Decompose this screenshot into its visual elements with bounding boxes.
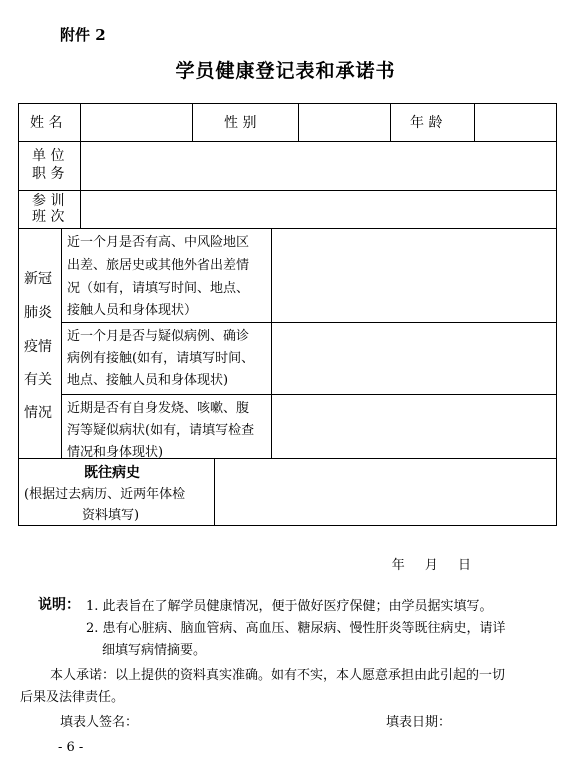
covid-label-2: 肺炎 [24, 305, 52, 321]
covid-label-4: 有关 [24, 372, 52, 388]
page-title: 学员健康登记表和承诺书 [175, 60, 396, 82]
note-item-2-cont: 细填写病情摘要。 [102, 643, 207, 658]
q2-line-1: 近一个月是否与疑似病例、确诊 [67, 329, 250, 344]
notes-label: 说明： [38, 597, 80, 613]
q3-line-1: 近期是否有自身发烧、咳嗽、腹 [67, 401, 250, 416]
page-number: - 6 - [58, 740, 84, 755]
q1-line-3: 况（如有，请填写时间、地点、 [67, 281, 250, 296]
pledge-text-cont: 后果及法律责任。 [20, 690, 125, 705]
covid-label-3: 疫情 [24, 339, 52, 355]
q1-line-2: 出差、旅居史或其他外省出差情 [67, 258, 250, 273]
covid-label-1: 新冠 [24, 271, 52, 287]
q3-line-2: 泻等疑似病状(如有，请填写检查 [67, 423, 255, 438]
gender-label: 性 别 [224, 115, 257, 131]
history-sub-1: (根据过去病历、近两年体检 [24, 487, 186, 502]
covid-label-5: 情况 [24, 405, 52, 421]
pledge-text: 本人承诺：以上提供的资料真实准确。如有不实，本人愿意承担由此引起的一切 [50, 668, 506, 683]
date-line: 年 月 日 [391, 558, 471, 573]
name-label: 姓 名 [30, 115, 63, 131]
class-label-2: 班 次 [32, 209, 65, 225]
position-label: 职 务 [32, 166, 65, 182]
unit-label: 单 位 [32, 148, 65, 164]
note-item-1: 1. 此表旨在了解学员健康情况，便于做好医疗保健；由学员据实填写。 [86, 599, 493, 614]
fill-date-label: 填表日期： [386, 715, 452, 730]
note-item-2: 2. 患有心脏病、脑血管病、高血压、糖尿病、慢性肝炎等既往病史，请详 [86, 621, 506, 636]
age-label: 年 龄 [410, 115, 443, 131]
q3-line-3: 情况和身体现状) [67, 445, 164, 460]
q2-line-2: 病例有接触(如有，请填写时间、 [67, 351, 255, 366]
q1-line-4: 接触人员和身体现状） [67, 303, 198, 318]
q2-line-3: 地点、接触人员和身体现状) [67, 373, 229, 388]
history-title: 既往病史 [84, 465, 140, 481]
q1-line-1: 近一个月是否有高、中风险地区 [67, 235, 250, 250]
signer-label: 填表人签名： [60, 715, 139, 730]
class-label: 参 训 [32, 193, 65, 209]
history-sub-2: 资料填写) [82, 508, 140, 523]
attachment-label: 附件 2 [60, 26, 106, 44]
